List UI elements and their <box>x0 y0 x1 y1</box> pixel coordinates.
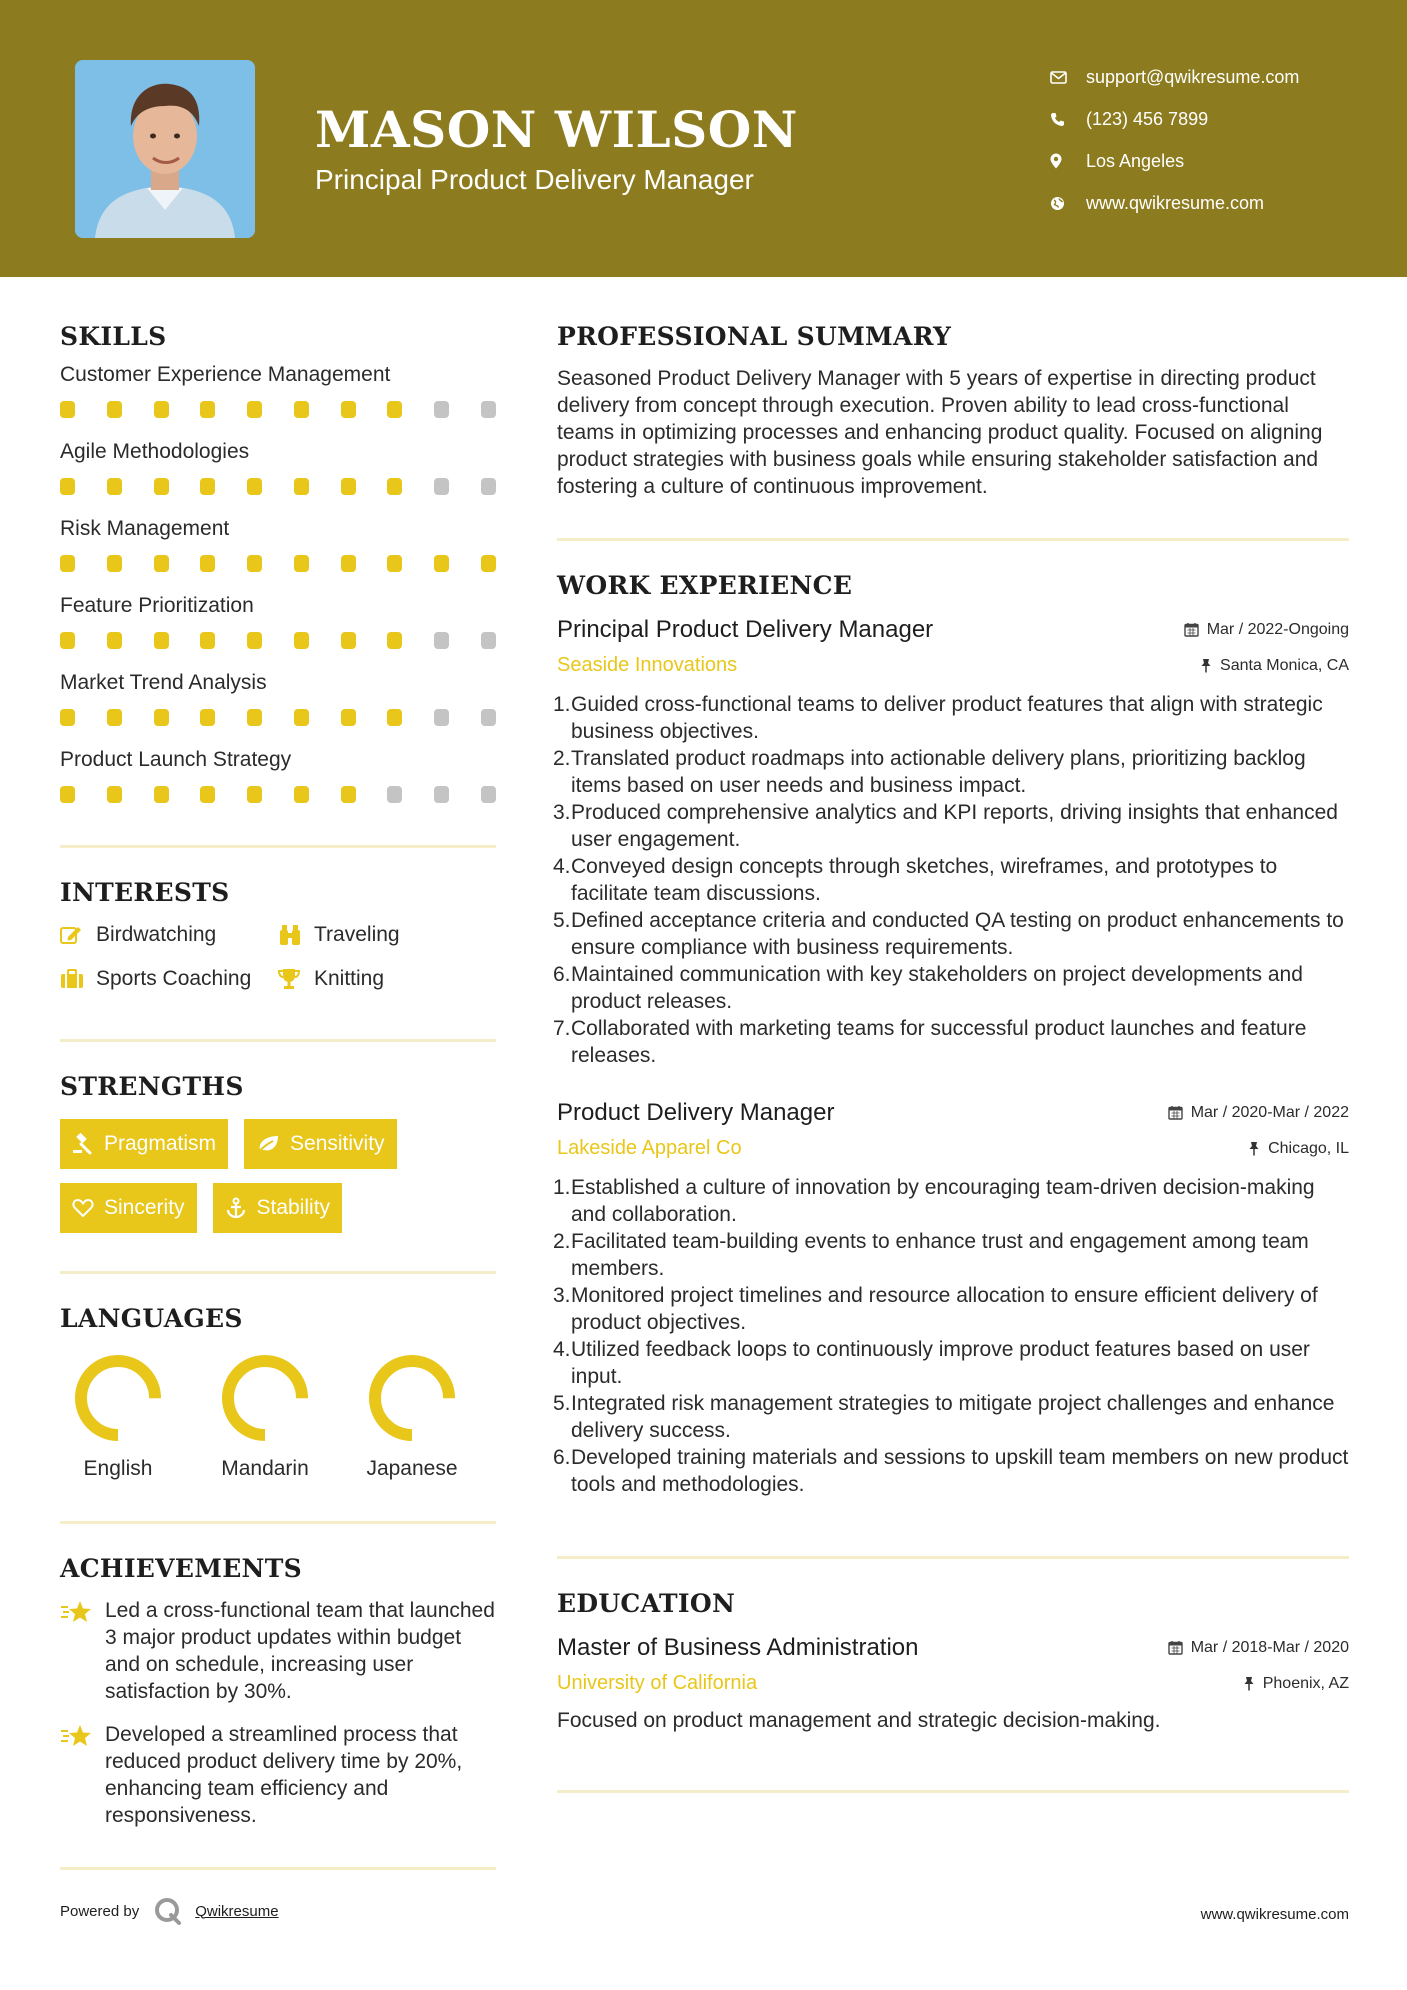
skill-dot-filled <box>341 401 356 418</box>
leaf-icon <box>256 1134 280 1154</box>
skill-dot-filled <box>387 478 402 495</box>
heart-icon <box>72 1198 94 1218</box>
skill-rating <box>60 709 496 726</box>
languages-title: LANGUAGES <box>60 1304 243 1333</box>
skill-dot-filled <box>294 786 309 803</box>
skill-dot-filled <box>200 478 215 495</box>
skill-dot-empty <box>481 632 496 649</box>
job-bullet <box>553 1174 1349 1228</box>
interest-item <box>60 923 278 947</box>
skill-dot-filled <box>341 632 356 649</box>
skill-dot-filled <box>154 478 169 495</box>
skill-dot-filled <box>247 401 262 418</box>
interest-item <box>60 967 278 991</box>
education-entry <box>557 1634 1349 1734</box>
skill-rating <box>60 786 496 803</box>
degree-title: Master of Business Administration <box>557 1634 919 1661</box>
achievement-text: Led a cross-functional team that launched 3 major product updates within budget and on schedule, increasing user satisfaction by 30%. <box>105 1599 495 1703</box>
bullet-text: Established a culture of innovation by encouraging team-driven decision-making and collaboration. <box>571 1176 1315 1226</box>
achievements-title: ACHIEVEMENTS <box>60 1554 302 1583</box>
bullet-text: Produced comprehensive analytics and KPI reports, driving insights that enhanced user engagement. <box>571 801 1338 851</box>
strength-badge <box>244 1119 397 1169</box>
section-divider <box>557 538 1349 541</box>
job-title: Principal Product Delivery Manager <box>557 616 934 643</box>
bullet-text: Defined acceptance criteria and conducted QA testing on product enhancements to ensure compliance with business requirements. <box>571 909 1344 959</box>
language-label: Mandarin <box>221 1457 309 1480</box>
contact-email[interactable] <box>1050 56 1299 98</box>
bullet-number: 1. <box>553 1176 571 1199</box>
star-icon <box>60 1597 105 1705</box>
pushpin-icon <box>1243 1676 1255 1691</box>
skill-item <box>60 363 496 418</box>
skill-dot-filled <box>294 555 309 572</box>
trophy-icon <box>278 968 314 990</box>
skill-rating <box>60 478 496 495</box>
bullet-text: Facilitated team-building events to enhance trust and engagement among team members. <box>571 1230 1309 1280</box>
skill-dot-filled <box>60 632 75 649</box>
education-location <box>1243 1675 1349 1693</box>
language-label: English <box>83 1457 153 1480</box>
section-divider <box>60 1271 496 1274</box>
bullet-text: Integrated risk management strategies to mitigate project challenges and enhance delivery success. <box>571 1392 1335 1442</box>
language-item <box>68 1353 168 1481</box>
interest-label: Birdwatching <box>96 923 217 946</box>
job-bullet <box>553 799 1349 853</box>
contact-phone[interactable] <box>1050 98 1299 140</box>
skill-dot-filled <box>107 632 122 649</box>
section-divider <box>60 1867 496 1870</box>
strength-badge <box>60 1183 197 1233</box>
contact-location-text: Los Angeles <box>1086 150 1185 171</box>
bullet-text: Conveyed design concepts through sketches, wireframes, and prototypes to facilitate team discussions. <box>571 855 1278 905</box>
company-name: Lakeside Apparel Co <box>557 1137 742 1159</box>
star-icon <box>60 1721 105 1829</box>
skill-dot-empty <box>434 401 449 418</box>
bullet-number: 3. <box>553 1284 571 1307</box>
bullet-number: 2. <box>553 747 571 770</box>
map-pin-icon <box>1050 153 1086 169</box>
skill-dot-filled <box>107 786 122 803</box>
right-column <box>553 322 1349 1793</box>
section-divider <box>60 1039 496 1042</box>
skill-dot-empty <box>434 709 449 726</box>
achievement-item <box>60 1721 496 1829</box>
company-name: Seaside Innovations <box>557 654 738 676</box>
pushpin-icon <box>1248 1141 1260 1156</box>
school-name: University of California <box>557 1672 758 1694</box>
skill-name: Customer Experience Management <box>60 363 391 386</box>
skill-dot-filled <box>434 555 449 572</box>
calendar-icon <box>1168 1105 1183 1120</box>
interest-label: Sports Coaching <box>96 967 252 990</box>
job-location <box>1248 1140 1349 1158</box>
job-entry <box>553 1099 1349 1498</box>
powered-by-label: Powered by <box>60 1902 140 1920</box>
job-date <box>1168 1104 1349 1122</box>
achievement-item <box>60 1597 496 1705</box>
strength-label: Sensitivity <box>290 1132 385 1155</box>
skills-list <box>60 363 496 803</box>
anchor-icon <box>225 1197 247 1219</box>
job-bullet <box>553 1336 1349 1390</box>
job-location <box>1200 657 1349 675</box>
job-bullet <box>553 691 1349 745</box>
interest-item <box>278 967 478 991</box>
bullet-text: Collaborated with marketing teams for successful product launches and feature releases. <box>571 1017 1307 1067</box>
skill-dot-filled <box>60 709 75 726</box>
skill-dot-filled <box>247 478 262 495</box>
job-bullet <box>553 853 1349 907</box>
job-location-text: Chicago, IL <box>1268 1139 1349 1157</box>
job-date <box>1184 621 1349 639</box>
bullet-text: Guided cross-functional teams to deliver product features that align with strategic business objectives. <box>571 693 1323 743</box>
strengths-list <box>60 1119 496 1233</box>
job-bullet <box>553 1282 1349 1336</box>
contact-website-text: www.qwikresume.com <box>1086 192 1265 213</box>
skill-dot-empty <box>434 786 449 803</box>
contact-location <box>1050 140 1299 182</box>
job-bullets <box>553 691 1349 1069</box>
skill-dot-filled <box>387 401 402 418</box>
job-entry <box>553 616 1349 1069</box>
bullet-number: 4. <box>553 855 571 878</box>
job-bullet <box>553 1015 1349 1069</box>
skill-dot-filled <box>387 555 402 572</box>
briefcase-icon <box>60 969 96 989</box>
profile-photo-illustration <box>75 60 255 238</box>
language-level-ring <box>367 1353 457 1443</box>
skill-name: Product Launch Strategy <box>60 748 292 771</box>
skill-dot-filled <box>294 632 309 649</box>
skill-item <box>60 440 496 495</box>
skill-dot-empty <box>434 478 449 495</box>
section-divider <box>557 1790 1349 1793</box>
skill-dot-filled <box>200 632 215 649</box>
skill-dot-filled <box>341 478 356 495</box>
language-item <box>215 1353 315 1481</box>
skill-dot-filled <box>154 709 169 726</box>
job-bullet <box>553 907 1349 961</box>
globe-icon <box>1050 196 1086 211</box>
qwikresume-logo-icon <box>153 1896 183 1926</box>
skill-dot-filled <box>341 709 356 726</box>
footer-website[interactable]: www.qwikresume.com <box>1200 1906 1349 1923</box>
strength-badge <box>60 1119 228 1169</box>
contact-website[interactable] <box>1050 182 1299 224</box>
job-location-text: Santa Monica, CA <box>1220 656 1349 674</box>
language-level-ring <box>73 1353 163 1443</box>
skill-dot-filled <box>247 555 262 572</box>
experience-title: WORK EXPERIENCE <box>557 571 853 600</box>
skill-rating <box>60 632 496 649</box>
qwikresume-link[interactable]: Qwikresume <box>195 1902 279 1920</box>
candidate-name: MASON WILSON <box>315 100 798 159</box>
summary-text: Seasoned Product Delivery Manager with 5 years of expertise in directing product delivery from concept through execution. Proven ability to lead cross-functional teams in optimizing processes and enhancing product quality. Focused on aligning product strategies with business goals while ensuring stakeholder satisfaction and fostering a culture of continuous improvement. <box>557 367 1323 498</box>
bullet-text: Translated product roadmaps into actionable delivery plans, prioritizing backlog items based on user needs and business impact. <box>571 747 1306 797</box>
job-bullet <box>553 1228 1349 1282</box>
skill-dot-filled <box>200 555 215 572</box>
skill-dot-filled <box>107 555 122 572</box>
skill-dot-filled <box>154 555 169 572</box>
job-date-text: Mar / 2020-Mar / 2022 <box>1190 1103 1349 1121</box>
skill-dot-filled <box>107 401 122 418</box>
skill-dot-filled <box>247 632 262 649</box>
bullet-number: 7. <box>553 1017 571 1040</box>
skill-dot-filled <box>247 786 262 803</box>
skill-dot-empty <box>387 786 402 803</box>
skills-title: SKILLS <box>60 322 167 351</box>
skill-dot-filled <box>481 555 496 572</box>
strength-label: Pragmatism <box>104 1132 217 1155</box>
candidate-role: Principal Product Delivery Manager <box>315 164 754 195</box>
skill-item <box>60 517 496 572</box>
languages-list <box>60 1353 496 1481</box>
skill-dot-filled <box>294 709 309 726</box>
bullet-number: 6. <box>553 963 571 986</box>
skill-dot-filled <box>341 786 356 803</box>
job-title: Product Delivery Manager <box>557 1099 835 1126</box>
skill-dot-filled <box>200 709 215 726</box>
job-bullets <box>553 1174 1349 1498</box>
job-bullet <box>553 961 1349 1015</box>
strengths-title: STRENGTHS <box>60 1072 244 1101</box>
skill-item <box>60 671 496 726</box>
profile-photo <box>75 60 255 238</box>
job-bullet <box>553 1444 1349 1498</box>
skill-dot-filled <box>154 632 169 649</box>
calendar-icon <box>1184 622 1199 637</box>
skill-dot-filled <box>247 709 262 726</box>
skill-name: Market Trend Analysis <box>60 671 267 694</box>
contact-list <box>1050 56 1299 224</box>
achievements-list <box>60 1597 496 1829</box>
binoculars-icon <box>278 924 314 946</box>
skill-dot-filled <box>60 786 75 803</box>
interest-item <box>278 923 478 947</box>
interest-label: Knitting <box>314 967 385 990</box>
footer-powered-by <box>60 1896 279 1926</box>
skill-name: Agile Methodologies <box>60 440 250 463</box>
skill-dot-filled <box>107 709 122 726</box>
skill-item <box>60 748 496 803</box>
skill-dot-filled <box>294 478 309 495</box>
job-bullet <box>553 1390 1349 1444</box>
skill-dot-filled <box>154 786 169 803</box>
language-item <box>362 1353 462 1481</box>
skill-dot-filled <box>294 401 309 418</box>
section-divider <box>60 1521 496 1524</box>
contact-phone-text: (123) 456 7899 <box>1086 108 1209 129</box>
language-label: Japanese <box>366 1457 458 1480</box>
skill-dot-empty <box>481 709 496 726</box>
skill-item <box>60 594 496 649</box>
skill-dot-empty <box>481 478 496 495</box>
phone-icon <box>1050 112 1086 127</box>
section-divider <box>557 1556 1349 1559</box>
job-date-text: Mar / 2022-Ongoing <box>1206 620 1349 638</box>
education-title: EDUCATION <box>557 1589 736 1618</box>
job-bullet <box>553 745 1349 799</box>
bullet-number: 6. <box>553 1446 571 1469</box>
bullet-number: 5. <box>553 1392 571 1415</box>
skill-dot-filled <box>107 478 122 495</box>
language-level-ring <box>220 1353 310 1443</box>
skill-name: Risk Management <box>60 517 230 540</box>
skill-dot-empty <box>481 401 496 418</box>
skill-name: Feature Prioritization <box>60 594 254 617</box>
skill-dot-empty <box>481 786 496 803</box>
skill-rating <box>60 401 496 418</box>
skill-dot-filled <box>387 709 402 726</box>
education-date-text: Mar / 2018-Mar / 2020 <box>1190 1638 1349 1656</box>
pushpin-icon <box>1200 658 1212 673</box>
skill-dot-filled <box>341 555 356 572</box>
bullet-text: Maintained communication with key stakeholders on project developments and product releases. <box>571 963 1303 1013</box>
interests-title: INTERESTS <box>60 878 230 907</box>
edit-icon <box>60 925 96 945</box>
strength-label: Sincerity <box>104 1196 185 1219</box>
bullet-number: 3. <box>553 801 571 824</box>
bullet-number: 4. <box>553 1338 571 1361</box>
skill-dot-filled <box>200 401 215 418</box>
skill-dot-filled <box>200 786 215 803</box>
bullet-number: 5. <box>553 909 571 932</box>
skill-dot-filled <box>387 632 402 649</box>
skill-dot-filled <box>60 478 75 495</box>
interests-list <box>60 923 496 991</box>
education-date <box>1168 1639 1349 1657</box>
education-location-text: Phoenix, AZ <box>1262 1674 1349 1692</box>
skill-dot-filled <box>60 555 75 572</box>
skill-dot-filled <box>60 401 75 418</box>
strength-badge <box>213 1183 343 1233</box>
section-divider <box>60 845 496 848</box>
gavel-icon <box>72 1133 94 1155</box>
achievement-text: Developed a streamlined process that reduced product delivery time by 20%, enhancing team efficiency and responsiveness. <box>105 1723 463 1827</box>
interest-label: Traveling <box>314 923 400 946</box>
calendar-icon <box>1168 1640 1183 1655</box>
bullet-text: Monitored project timelines and resource allocation to ensure efficient delivery of product objectives. <box>571 1284 1318 1334</box>
bullet-number: 2. <box>553 1230 571 1253</box>
skill-dot-empty <box>434 632 449 649</box>
resume-header <box>0 0 1407 277</box>
bullet-text: Developed training materials and sessions to upskill team members on new product tools and methodologies. <box>571 1446 1349 1496</box>
bullet-number: 1. <box>553 693 571 716</box>
envelope-icon <box>1050 71 1086 84</box>
bullet-text: Utilized feedback loops to continuously improve product features based on user input. <box>571 1338 1310 1388</box>
left-column <box>60 322 496 1870</box>
skill-rating <box>60 555 496 572</box>
summary-title: PROFESSIONAL SUMMARY <box>557 322 952 351</box>
contact-email-text: support@qwikresume.com <box>1086 66 1300 87</box>
education-description: Focused on product management and strategic decision-making. <box>557 1709 1161 1732</box>
strength-label: Stability <box>256 1196 331 1219</box>
skill-dot-filled <box>154 401 169 418</box>
